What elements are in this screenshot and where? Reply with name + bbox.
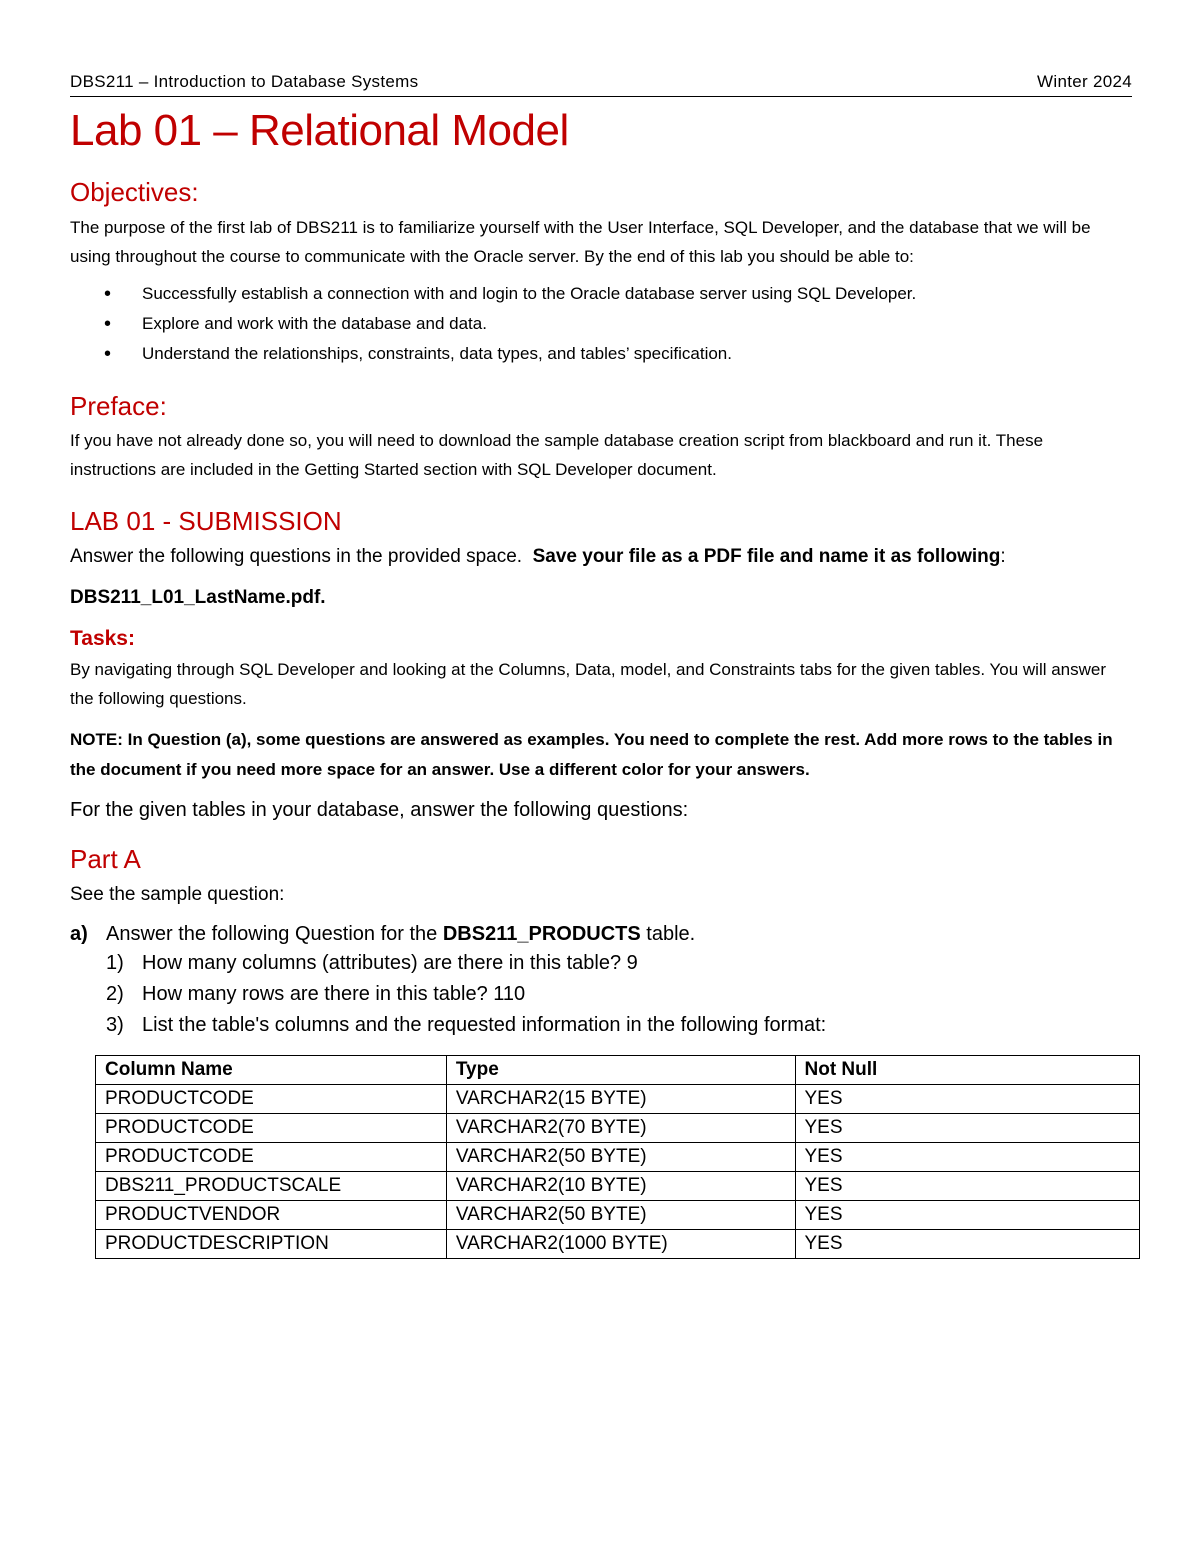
table-cell: VARCHAR2(15 BYTE): [446, 1085, 795, 1114]
table-cell: PRODUCTDESCRIPTION: [96, 1230, 447, 1259]
table-cell: PRODUCTCODE: [96, 1143, 447, 1172]
table-cell: VARCHAR2(70 BYTE): [446, 1114, 795, 1143]
submission-text: [70, 543, 1132, 571]
item-number: 2): [106, 983, 124, 1006]
term: Winter 2024: [1037, 72, 1132, 91]
objectives-heading: Objectives:: [70, 177, 199, 208]
submission-heading: LAB 01 - SUBMISSION: [70, 505, 342, 536]
table-cell: YES: [795, 1085, 1140, 1114]
page-title: Lab 01 – Relational Model: [70, 106, 569, 155]
item-text: List the table's columns and the requested information in the following format:: [142, 1014, 827, 1037]
list-item: [70, 979, 1132, 1010]
question-a-text-post: table.: [640, 923, 696, 946]
table-row: [96, 1230, 1140, 1259]
table-row: [96, 1114, 1140, 1143]
question-a-text-pre: Answer the following Question for the: [106, 923, 443, 946]
column-header: Not Null: [795, 1056, 1140, 1085]
table-row: [96, 1085, 1140, 1114]
preface-heading: Preface:: [70, 390, 167, 421]
course-name: DBS211 – Introduction to Database Systems: [70, 72, 419, 91]
submission-filename: DBS211_L01_LastName.pdf.: [70, 586, 326, 608]
table-cell: PRODUCTCODE: [96, 1114, 447, 1143]
list-item: [70, 948, 1132, 979]
item-number: 1): [106, 952, 124, 975]
submission-text-bold: Save your file as a PDF file and name it as following: [532, 545, 1001, 567]
question-a-label: a): [70, 923, 88, 946]
objectives-text: The purpose of the first lab of DBS211 is to familiarize yourself with the User Interface, SQL Developer, and the database that we will be using throughout the course to communicate with the Oracle server. By the end of this lab you should be able to:: [70, 217, 1091, 266]
question-a-text: [106, 923, 695, 946]
objectives-list: [70, 279, 1132, 369]
submission-text-end: :: [1000, 545, 1006, 567]
item-text: How many columns (attributes) are there in this table? 9: [142, 952, 638, 975]
table-row: [96, 1201, 1140, 1230]
tasks-given: For the given tables in your database, answer the following questions:: [70, 798, 689, 821]
table-cell: YES: [795, 1114, 1140, 1143]
table-row: [96, 1172, 1140, 1201]
part-a-sample: See the sample question:: [70, 884, 285, 906]
tasks-text: By navigating through SQL Developer and looking at the Columns, Data, model, and Constraints tabs for the given tables. You will answer the following questions.: [70, 659, 1107, 708]
tasks-note: NOTE: In Question (a), some questions are answered as examples. You need to complete the rest. Add more rows to the tables in the document if you need more space for an answer. Use a different color for your answers.: [70, 729, 1113, 779]
table-cell: PRODUCTCODE: [96, 1085, 447, 1114]
question-a-table-name: DBS211_PRODUCTS: [442, 923, 641, 946]
tasks-heading: Tasks:: [70, 626, 135, 650]
page-header: [70, 72, 1132, 97]
table-header-row: [96, 1056, 1140, 1085]
list-item: [70, 1010, 1132, 1041]
table-cell: YES: [795, 1143, 1140, 1172]
item-text: How many rows are there in this table? 110: [142, 983, 526, 1006]
table-cell: YES: [795, 1201, 1140, 1230]
column-header: Type: [446, 1056, 795, 1085]
table-cell: VARCHAR2(1000 BYTE): [446, 1230, 795, 1259]
question-a-items: [70, 948, 1132, 1041]
preface-text: If you have not already done so, you will need to download the sample database creation script from blackboard and run it. These instructions are included in the Getting Started section with SQL Developer document.: [70, 430, 1044, 479]
table-cell: YES: [795, 1230, 1140, 1259]
table-row: [96, 1143, 1140, 1172]
column-header: Column Name: [96, 1056, 447, 1085]
table-cell: VARCHAR2(50 BYTE): [446, 1143, 795, 1172]
list-item: • Understand the relationships, constraints, data types, and tables’ specification.: [70, 339, 1132, 369]
list-item: • Successfully establish a connection with and login to the Oracle database server using SQL Developer.: [70, 279, 1132, 309]
part-a-heading: Part A: [70, 843, 141, 874]
table-cell: VARCHAR2(10 BYTE): [446, 1172, 795, 1201]
table-cell: VARCHAR2(50 BYTE): [446, 1201, 795, 1230]
table-cell: PRODUCTVENDOR: [96, 1201, 447, 1230]
question-a: [70, 923, 1132, 946]
list-item: • Explore and work with the database and data.: [70, 309, 1132, 339]
products-columns-table: [95, 1055, 1140, 1259]
item-number: 3): [106, 1014, 124, 1037]
submission-text-plain: Answer the following questions in the provided space.: [70, 545, 533, 567]
table-cell: YES: [795, 1172, 1140, 1201]
document-page: [70, 72, 1132, 1259]
table-cell: DBS211_PRODUCTSCALE: [96, 1172, 447, 1201]
